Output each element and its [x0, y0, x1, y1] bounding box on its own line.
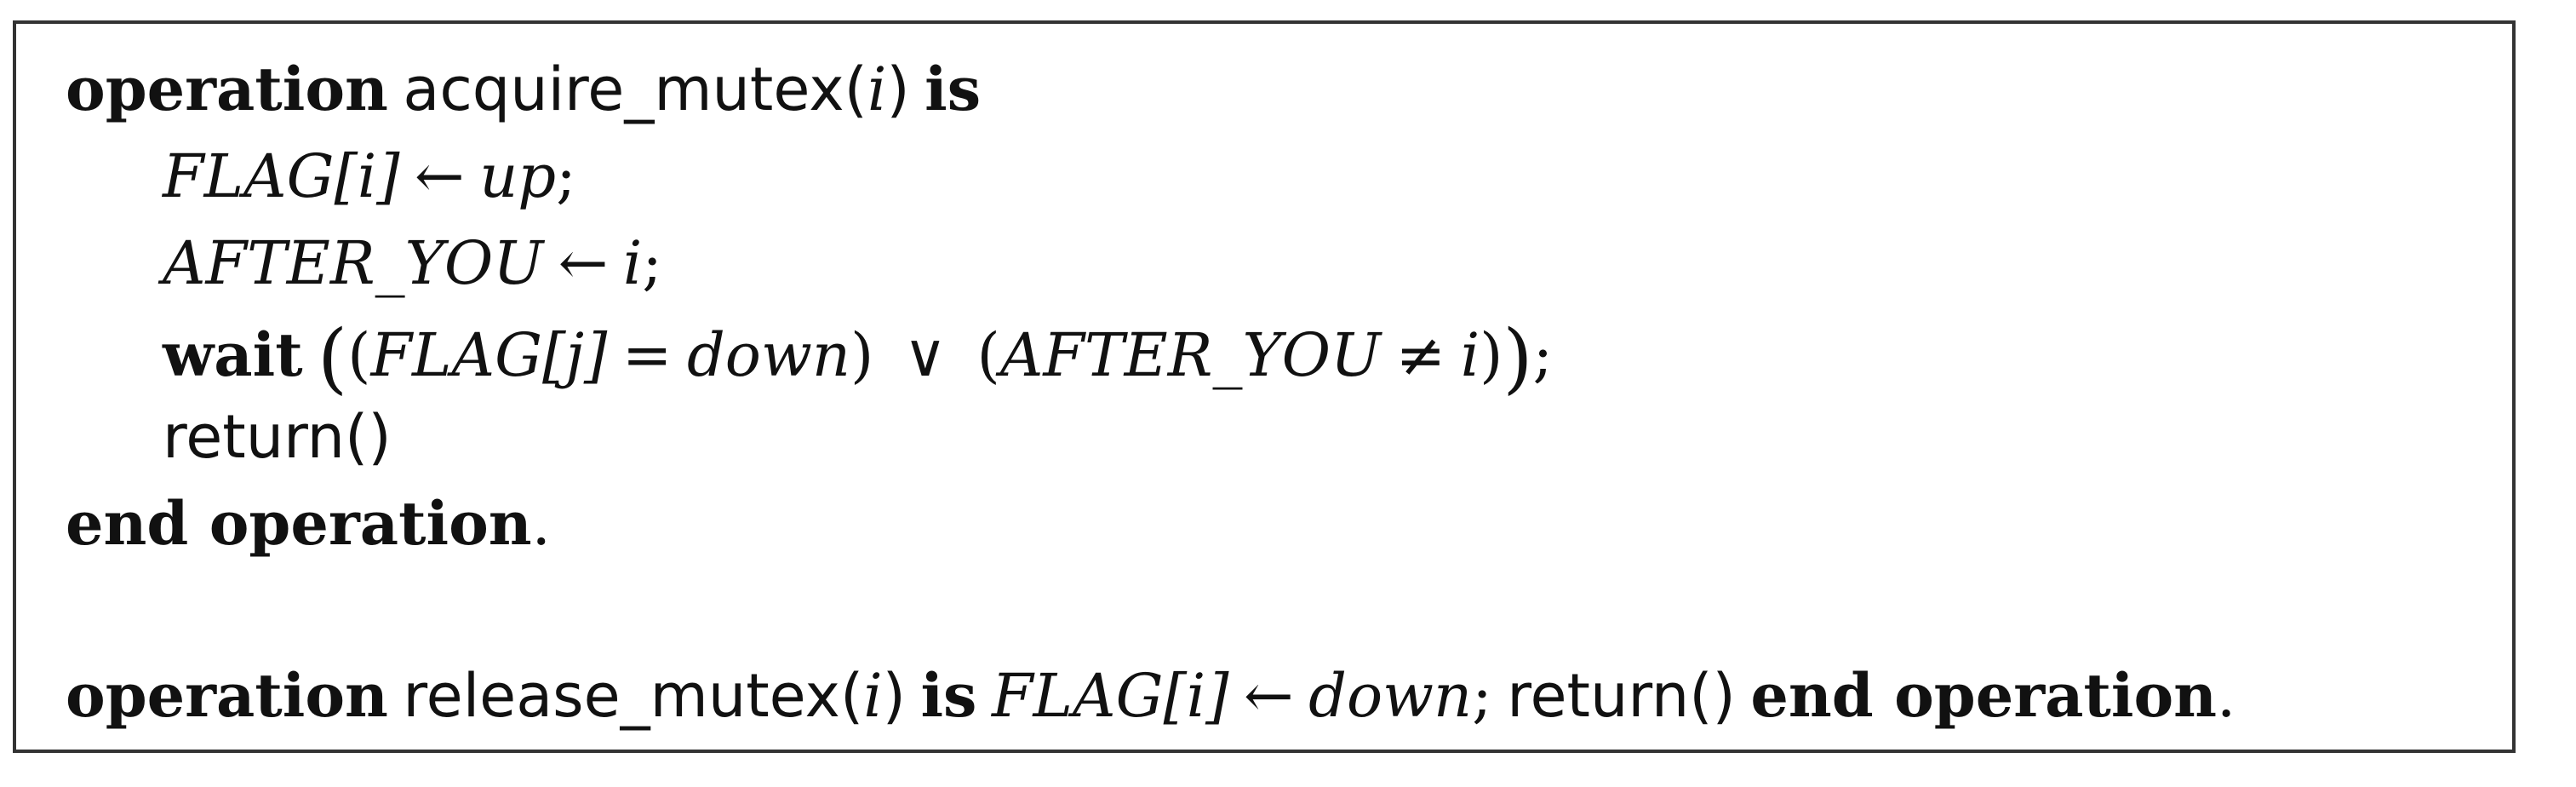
value-i: i: [622, 228, 643, 298]
end-operation-line: [66, 488, 551, 559]
value-up: up: [479, 141, 557, 211]
flag-var: FLAG[i]: [163, 141, 400, 211]
function-name: acquire_mutex(: [403, 55, 867, 124]
close-paren: ): [1480, 320, 1503, 390]
open-paren: (: [347, 320, 371, 390]
param: i: [867, 55, 887, 124]
close-paren: ): [886, 55, 910, 124]
afteryou-assign-line: [163, 228, 662, 298]
semicolon: ;: [556, 141, 576, 211]
acquire-header-line: [66, 54, 982, 124]
period: .: [531, 489, 551, 559]
assign-arrow: ←: [415, 141, 465, 211]
keyword-is: is: [920, 660, 977, 731]
close-paren: ): [882, 661, 906, 731]
open-paren: (: [976, 320, 1000, 390]
return-call: return(): [1507, 661, 1736, 731]
keyword-operation: operation: [66, 660, 388, 731]
period: .: [2217, 661, 2236, 731]
release-line: [66, 660, 2236, 731]
big-open-paren: (: [318, 313, 348, 403]
value-down: down: [1308, 661, 1473, 731]
big-close-paren: ): [1503, 313, 1533, 403]
value-i: i: [1460, 320, 1480, 390]
flag-assign-line: [163, 141, 576, 211]
return-call: return(): [163, 402, 392, 472]
algorithm-box: [13, 20, 2516, 753]
flag-j: FLAG[j]: [370, 320, 608, 390]
value-down: down: [687, 320, 850, 390]
function-name: release_mutex(: [403, 661, 864, 731]
assign-arrow: ←: [558, 228, 609, 298]
flag-var: FLAG[i]: [991, 661, 1229, 731]
semicolon: ;: [1472, 661, 1492, 731]
keyword-is: is: [924, 54, 982, 124]
return-line: [163, 402, 392, 472]
afteryou-var: AFTER_YOU: [163, 228, 544, 298]
keyword-operation: operation: [66, 54, 388, 124]
semicolon: ;: [642, 228, 662, 298]
keyword-end-operation: end operation: [1750, 660, 2218, 731]
not-equal-sign: ≠: [1395, 320, 1446, 390]
semicolon: ;: [1532, 320, 1554, 390]
close-paren: ): [850, 320, 874, 390]
assign-arrow: ←: [1244, 661, 1294, 731]
param: i: [863, 661, 883, 731]
equals-sign: =: [621, 320, 673, 390]
keyword-end-operation: end operation: [66, 488, 532, 559]
afteryou-var: AFTER_YOU: [999, 320, 1382, 390]
logical-or: ∨: [903, 320, 947, 390]
keyword-wait: wait: [163, 319, 303, 390]
wait-line: [163, 313, 1554, 403]
